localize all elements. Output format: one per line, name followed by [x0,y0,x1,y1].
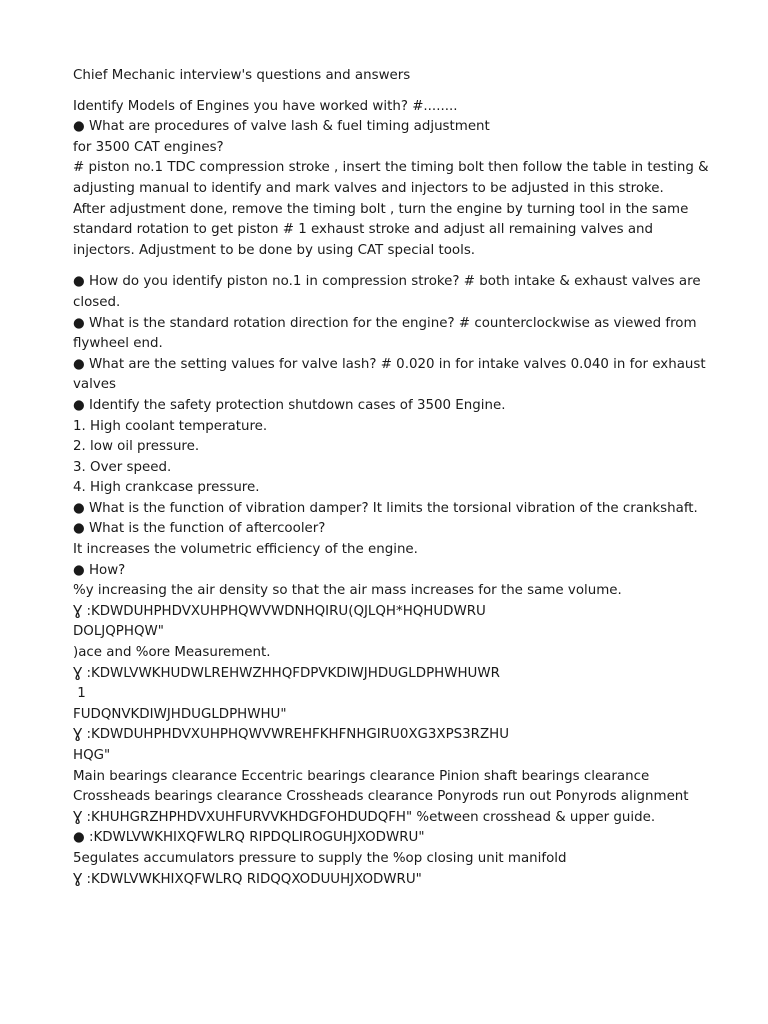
document-title: Chief Mechanic interview's questions and answers [73,68,411,83]
text-line: ● How do you identify piston no.1 in compression stroke? # both intake & exhaust valves are closed. [73,274,705,310]
text-line: ● Identify the safety protection shutdown cases of 3500 Engine. [73,397,506,413]
text-line: Main bearings clearance Eccentric bearings clearance Pinion shaft bearings clearance Crossheads bearings clearance Crossheads clearance Ponyrods run out Ponyrods alignment [73,768,689,805]
text-line: )ace and %ore Measurement. [73,645,271,661]
text-line: DOLJQPHQW" [73,624,164,640]
text-line: Identify Models of Engines you have worked with? #........ [73,98,458,114]
text-line: Ɣ :KDWLVWKHUDWLREHWZHHQFDPVKDIWJHDUGLDPHWHUWR [73,665,500,681]
text-line: Ɣ :KDWDUHPHDVXUHPHQWVWREHFKHFNHGIRU0XG3XPS3RZHU [73,727,510,743]
text-line: ● How? [73,562,126,578]
text-line: ● What is the function of aftercooler? [73,521,326,537]
text-line: ● What are procedures of valve lash & fuel timing adjustment [73,119,490,135]
list-item: 3. Over speed. [73,459,172,475]
text-line: # piston no.1 TDC compression stroke , insert the timing bolt then follow the table in testing & adjusting manual to identify and mark valves and injectors to be adjusted in this stroke. [73,160,713,196]
text-line: ● :KDWLVWKHIXQFWLRQ RIPDQLIROGUHJXODWRU" [73,830,425,846]
section-questions [73,272,713,890]
text-line: HQG" [73,748,111,763]
text-line: for 3500 CAT engines? [73,139,224,155]
text-line: FUDQNVKDIWJHDUGLDPHWHU" [73,706,287,722]
text-line: After adjustment done, remove the timing bolt , turn the engine by turning tool in the same standard rotation to get piston # 1 exhaust stroke and adjust all remaining valves and injectors. Adjustment to be done by using CAT special tools. [73,201,693,258]
text-line: 1 [73,686,86,702]
text-line: 5egulates accumulators pressure to supply the %op closing unit manifold [73,850,567,866]
document-page [73,66,713,890]
text-line: Ɣ :KDWDUHPHDVXUHPHQWVWDNHQIRU(QJLQH*HQHUDWRU [73,603,486,619]
list-item: 4. High crankcase pressure. [73,480,260,496]
list-item: 2. low oil pressure. [73,439,200,455]
list-item: 1. High coolant temperature. [73,418,268,434]
text-line: ● What are the setting values for valve lash? # 0.020 in for intake valves 0.040 in for exhaust valves [73,356,710,393]
text-line: ● What is the standard rotation direction for the engine? # counterclockwise as viewed from flywheel end. [73,315,701,352]
text-line: It increases the volumetric efficiency of the engine. [73,542,418,558]
text-line: %y increasing the air density so that the air mass increases for the same volume. [73,583,622,599]
text-line: Ɣ :KHUHGRZHPHDVXUHFURVVKHDGFOHDUDQFH" %etween crosshead & upper guide. [73,809,656,825]
paragraph-gap [73,261,713,272]
text-line: Ɣ :KDWLVWKHIXQFWLRQ RIDQQXODUUHJXODWRU" [73,871,422,887]
section-engine-procedures [73,97,713,262]
text-line: ● What is the function of vibration damper? It limits the torsional vibration of the crankshaft. [73,500,698,516]
